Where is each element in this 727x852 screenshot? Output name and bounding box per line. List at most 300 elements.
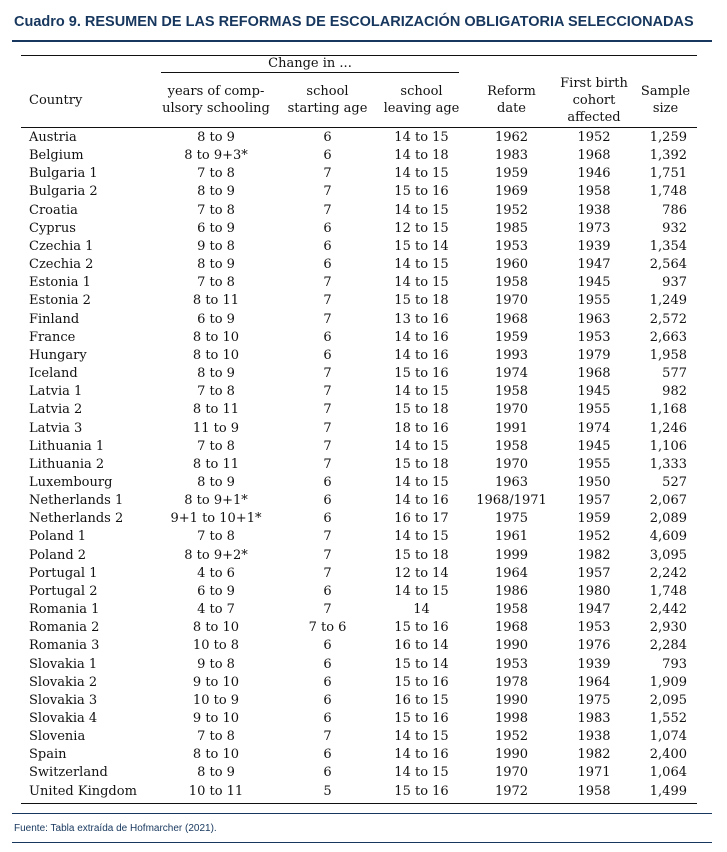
cell-birth-cohort: 1968 [577, 366, 611, 382]
table-row [21, 420, 697, 438]
cell-reform-date: 1970 [494, 765, 529, 781]
cell-reform-date: 1978 [494, 674, 529, 690]
cell-starting-age: 6 [323, 493, 332, 509]
cell-sample-size: 1,748 [649, 583, 687, 599]
cell-years-compulsory: 8 to 10 [192, 329, 240, 345]
cell-sample-size: 577 [662, 366, 687, 382]
cell-years-compulsory: 10 to 11 [151, 783, 281, 804]
table-row [21, 165, 697, 183]
cell-reform-date: 1974 [494, 366, 529, 382]
table-row [21, 311, 697, 329]
cell-birth-cohort: 1945 [577, 275, 611, 291]
cell-reform-date: 1986 [494, 583, 529, 599]
cell-years-compulsory: 6 to 9 [197, 220, 235, 236]
cell-years-compulsory: 8 to 9+3* [184, 148, 248, 164]
source-note: Fuente: Tabla extraída de Hofmarcher (2021). [14, 823, 217, 834]
cell-sample-size: 2,400 [649, 747, 687, 763]
cell-years-compulsory: 8 to 9 [197, 366, 235, 382]
cell-starting-age: 7 [323, 384, 332, 400]
cell-leaving-age: 15 to 18 [394, 402, 449, 418]
cell-birth-cohort: 1955 [577, 293, 611, 309]
cell-leaving-age: 16 to 14 [394, 638, 449, 654]
cell-starting-age: 6 [323, 257, 332, 273]
cell-reform-date: 1990 [494, 638, 529, 654]
col-header-country: Country [21, 73, 151, 128]
cell-birth-cohort: 1953 [577, 620, 611, 636]
table-row [21, 565, 697, 583]
cell-birth-cohort: 1947 [577, 602, 611, 618]
cell-leaving-age: 14 to 15 [394, 729, 449, 745]
cell-birth-cohort: 1952 [577, 130, 611, 145]
title-divider [12, 40, 712, 42]
cell-leaving-age: 18 to 16 [394, 420, 449, 436]
cell-starting-age: 7 [323, 311, 332, 327]
table-row [21, 492, 697, 510]
bottom-divider [12, 842, 712, 843]
cell-leaving-age: 14 to 15 [394, 583, 449, 599]
cell-sample-size: 2,095 [649, 692, 687, 708]
table-row [21, 528, 697, 546]
cell-leaving-age: 15 to 14 [394, 238, 449, 254]
cell-sample-size: 1,751 [649, 166, 687, 182]
cell-leaving-age: 14 to 15 [394, 202, 449, 218]
cell-leaving-age: 14 [413, 602, 430, 618]
table-row [21, 637, 697, 655]
cell-starting-age: 7 [323, 529, 332, 545]
change-in-group-header [151, 56, 469, 74]
cell-sample-size: 2,067 [649, 493, 687, 509]
cell-reform-date: 1990 [494, 747, 529, 763]
cell-sample-size: 2,284 [649, 638, 687, 654]
cell-birth-cohort: 1955 [577, 456, 611, 472]
cell-reform-date: 1960 [494, 257, 529, 273]
cell-leaving-age: 14 to 15 [394, 529, 449, 545]
table-row [21, 783, 697, 804]
cell-leaving-age: 14 to 15 [394, 130, 449, 145]
cell-reform-date: 1985 [494, 220, 529, 236]
cell-birth-cohort: 1939 [577, 238, 611, 254]
cell-birth-cohort: 1959 [577, 511, 611, 527]
table-body [21, 128, 697, 804]
cell-country: Romania 1 [29, 602, 100, 618]
cell-birth-cohort: 1968 [577, 148, 611, 164]
cell-years-compulsory: 9 to 8 [197, 238, 235, 254]
cell-years-compulsory: 8 to 10 [192, 747, 240, 763]
cell-sample-size: 1,106 [649, 438, 687, 454]
cell-starting-age: 6 [323, 656, 332, 672]
cell-birth-cohort: 1983 [577, 711, 611, 726]
cell-country: Austria [29, 130, 77, 145]
cell-country: Romania 3 [29, 638, 100, 654]
cell-years-compulsory: 4 to 6 [197, 565, 235, 581]
cell-country: Slovakia 1 [29, 656, 98, 672]
cell-years-compulsory: 11 to 9 [192, 420, 240, 436]
cell-leaving-age: 15 to 14 [394, 656, 449, 672]
cell-reform-date: 1993 [494, 347, 529, 363]
cell-country: Estonia 1 [29, 275, 91, 291]
cell-sample-size: 2,663 [649, 329, 687, 345]
cell-leaving-age: 12 to 15 [394, 220, 449, 236]
cell-starting-age: 6 [323, 765, 332, 781]
cell-reform-date: 1998 [494, 711, 529, 726]
cell-years-compulsory: 7 to 8 [197, 166, 235, 182]
cell-years-compulsory: 9 to 10 [192, 674, 240, 690]
cell-starting-age: 7 [323, 565, 332, 581]
cell-reform-date: 1958 [494, 384, 529, 400]
cell-leaving-age: 14 to 15 [394, 166, 449, 182]
cell-years-compulsory: 9 to 10 [192, 711, 240, 726]
cell-birth-cohort: 1945 [577, 384, 611, 400]
cell-country: Netherlands 2 [29, 511, 124, 527]
cell-birth-cohort: 1964 [577, 674, 611, 690]
cell-sample-size: 1,958 [649, 347, 687, 363]
cell-starting-age: 7 [323, 602, 332, 618]
cell-leaving-age: 14 to 16 [394, 747, 449, 763]
cell-leaving-age: 15 to 18 [394, 456, 449, 472]
cell-starting-age: 7 [323, 438, 332, 454]
cell-leaving-age: 15 to 16 [394, 620, 449, 636]
cell-reform-date: 1958 [494, 438, 529, 454]
cell-years-compulsory: 8 to 9 [197, 474, 235, 490]
cell-birth-cohort: 1953 [577, 329, 611, 345]
cell-reform-date: 1963 [494, 474, 529, 490]
cell-reform-date: 1968 [494, 311, 529, 327]
table-row [21, 292, 697, 310]
cell-birth-cohort: 1955 [577, 402, 611, 418]
table-row [21, 728, 697, 746]
cell-birth-cohort: 1939 [577, 656, 611, 672]
cell-country: France [29, 329, 76, 345]
cell-country: Czechia 2 [29, 257, 94, 273]
table-row [21, 692, 697, 710]
cell-years-compulsory: 6 to 9 [197, 583, 235, 599]
table-row [21, 456, 697, 474]
cell-sample-size: 1,552 [649, 711, 687, 726]
cell-leaving-age: 14 to 15 [394, 474, 449, 490]
table-row [21, 583, 697, 601]
change-in-label: Change in ... [161, 56, 459, 73]
cell-reform-date: 1952 [494, 202, 529, 218]
cell-years-compulsory: 8 to 11 [192, 456, 240, 472]
table-row [21, 764, 697, 782]
cell-years-compulsory: 6 to 9 [197, 311, 235, 327]
cell-leaving-age: 14 to 15 [394, 765, 449, 781]
cell-leaving-age: 13 to 16 [394, 311, 449, 327]
cell-years-compulsory: 8 to 11 [192, 293, 240, 309]
cell-leaving-age: 15 to 18 [394, 547, 449, 563]
cell-country: Latvia 3 [29, 420, 83, 436]
cell-country: Czechia 1 [29, 238, 94, 254]
cell-country: Hungary [29, 347, 87, 363]
cell-starting-age: 7 [323, 366, 332, 382]
cell-country: Romania 2 [29, 620, 100, 636]
cell-reform-date: 1999 [494, 547, 529, 563]
cell-years-compulsory: 10 to 8 [192, 638, 240, 654]
cell-country: Estonia 2 [29, 293, 91, 309]
cell-reform-date: 1968 [494, 620, 529, 636]
cell-years-compulsory: 7 to 8 [197, 202, 235, 218]
table-row [21, 674, 697, 692]
cell-country: Belgium [29, 148, 84, 164]
cell-country: Slovakia 3 [29, 692, 98, 708]
cell-starting-age: 6 [323, 238, 332, 254]
cell-reform-date: 1991 [494, 420, 529, 436]
cell-years-compulsory: 9+1 to 10+1* [170, 511, 262, 527]
cell-sample-size: 3,095 [649, 547, 687, 563]
table-row [21, 547, 697, 565]
cell-sample-size: 1,392 [649, 148, 687, 164]
cell-sample-size: 937 [662, 275, 687, 291]
cell-starting-age: 6 [323, 711, 332, 726]
cell-sample-size: 1,354 [649, 238, 687, 254]
table-row [21, 401, 697, 419]
cell-reform-date: 1952 [494, 729, 529, 745]
cell-birth-cohort: 1938 [577, 202, 611, 218]
table-row [21, 438, 697, 456]
cell-years-compulsory: 8 to 9+1* [184, 493, 248, 509]
table-row [21, 220, 697, 238]
cell-years-compulsory: 8 to 11 [192, 402, 240, 418]
cell-starting-age: 7 [323, 202, 332, 218]
cell-years-compulsory: 8 to 9 [197, 257, 235, 273]
cell-years-compulsory: 8 to 9 [197, 184, 235, 200]
cell-sample-size: 1,499 [634, 783, 697, 804]
cell-birth-cohort: 1982 [577, 547, 611, 563]
cell-birth-cohort: 1958 [577, 184, 611, 200]
cell-starting-age: 7 [323, 456, 332, 472]
cell-birth-cohort: 1957 [577, 493, 611, 509]
cell-starting-age: 6 [323, 638, 332, 654]
cell-leaving-age: 15 to 18 [394, 293, 449, 309]
cell-starting-age: 6 [323, 130, 332, 145]
cell-sample-size: 4,609 [649, 529, 687, 545]
cell-starting-age: 7 [323, 729, 332, 745]
table-row [21, 365, 697, 383]
cell-country: Slovakia 4 [29, 711, 98, 726]
table-row [21, 656, 697, 674]
table-row [21, 147, 697, 165]
cell-starting-age: 6 [323, 674, 332, 690]
cell-starting-age: 7 [323, 547, 332, 563]
col-header-years-compulsory: years of comp- ulsory schooling [151, 73, 281, 128]
cell-leaving-age: 14 to 16 [394, 329, 449, 345]
cell-starting-age: 6 [323, 692, 332, 708]
cell-starting-age: 7 [323, 275, 332, 291]
table-header [21, 56, 697, 128]
cell-years-compulsory: 7 to 8 [197, 729, 235, 745]
cell-reform-date: 1953 [494, 656, 529, 672]
cell-reform-date: 1968/1971 [476, 493, 547, 509]
cell-starting-age: 7 [323, 184, 332, 200]
cell-reform-date: 1990 [494, 692, 529, 708]
cell-years-compulsory: 10 to 9 [192, 692, 240, 708]
cell-leaving-age: 15 to 16 [394, 674, 449, 690]
cell-leaving-age: 14 to 15 [394, 438, 449, 454]
cell-leaving-age: 12 to 14 [394, 565, 449, 581]
cell-country: Portugal 1 [29, 565, 98, 581]
cell-starting-age: 7 [323, 293, 332, 309]
cell-country: Switzerland [29, 765, 108, 781]
cell-reform-date: 1958 [494, 275, 529, 291]
cell-years-compulsory: 8 to 10 [192, 620, 240, 636]
cell-sample-size: 1,074 [649, 729, 687, 745]
col-header-starting-age: school starting age [281, 73, 374, 128]
cell-years-compulsory: 7 to 8 [197, 529, 235, 545]
cell-birth-cohort: 1946 [577, 166, 611, 182]
cell-sample-size: 1,246 [649, 420, 687, 436]
cell-country: Slovakia 2 [29, 674, 98, 690]
cell-years-compulsory: 9 to 8 [197, 656, 235, 672]
cell-leaving-age: 14 to 16 [394, 493, 449, 509]
cell-reform-date: 1969 [494, 184, 529, 200]
cell-starting-age: 6 [323, 747, 332, 763]
cell-birth-cohort: 1973 [577, 220, 611, 236]
reforms-table-container [21, 55, 697, 804]
cell-country: Spain [29, 747, 67, 763]
cell-birth-cohort: 1982 [577, 747, 611, 763]
cell-sample-size: 786 [662, 202, 687, 218]
cell-starting-age: 6 [323, 583, 332, 599]
footer-divider [12, 813, 712, 814]
cell-reform-date: 1961 [494, 529, 529, 545]
col-header-birth-cohort: First birth cohort affected [554, 73, 634, 128]
cell-starting-age: 7 [323, 402, 332, 418]
cell-leaving-age: 15 to 16 [394, 711, 449, 726]
table-row [21, 474, 697, 492]
cell-starting-age: 6 [323, 347, 332, 363]
cell-country: Lithuania 2 [29, 456, 105, 472]
cell-leaving-age: 14 to 18 [394, 148, 449, 164]
cell-sample-size: 2,572 [649, 311, 687, 327]
cell-leaving-age: 16 to 15 [394, 692, 449, 708]
cell-country: Netherlands 1 [29, 493, 124, 509]
cell-sample-size: 2,242 [649, 565, 687, 581]
cell-country: Bulgaria 2 [29, 184, 98, 200]
cell-country: Cyprus [29, 220, 76, 236]
table-row [21, 619, 697, 637]
cell-leaving-age: 15 to 16 [394, 366, 449, 382]
cell-country: Latvia 2 [29, 402, 83, 418]
cell-birth-cohort: 1971 [577, 765, 611, 781]
cell-reform-date: 1959 [494, 166, 529, 182]
cell-country: Luxembourg [29, 474, 113, 490]
table-row [21, 238, 697, 256]
cell-country: Poland 1 [29, 529, 87, 545]
cell-reform-date: 1970 [494, 293, 529, 309]
cell-reform-date: 1962 [494, 130, 529, 145]
cell-starting-age: 6 [323, 511, 332, 527]
cell-birth-cohort: 1957 [577, 565, 611, 581]
table-row [21, 202, 697, 220]
cell-birth-cohort: 1963 [577, 311, 611, 327]
cell-birth-cohort: 1976 [577, 638, 611, 654]
cell-country: Lithuania 1 [29, 438, 105, 454]
table-row [21, 601, 697, 619]
cell-sample-size: 2,564 [649, 257, 687, 273]
cell-sample-size: 527 [662, 474, 687, 490]
col-header-leaving-age: school leaving age [374, 73, 469, 128]
cell-years-compulsory: 7 to 8 [197, 438, 235, 454]
cell-leaving-age: 16 to 17 [394, 511, 449, 527]
cell-leaving-age: 14 to 15 [394, 275, 449, 291]
cell-starting-age: 7 to 6 [308, 620, 347, 636]
cell-country: Bulgaria 1 [29, 166, 98, 182]
cell-birth-cohort: 1947 [577, 257, 611, 273]
cell-sample-size: 1,909 [649, 674, 687, 690]
cell-reform-date: 1983 [494, 148, 529, 164]
cell-country: Croatia [29, 202, 78, 218]
cell-birth-cohort: 1952 [577, 529, 611, 545]
table-row [21, 274, 697, 292]
cell-reform-date: 1958 [494, 602, 529, 618]
cell-reform-date: 1953 [494, 238, 529, 254]
cell-birth-cohort: 1950 [577, 474, 611, 490]
table-row [21, 183, 697, 201]
cell-birth-cohort: 1938 [577, 729, 611, 745]
cell-country: Iceland [29, 366, 78, 382]
cell-years-compulsory: 7 to 8 [197, 384, 235, 400]
cell-country: United Kingdom [21, 783, 151, 804]
table-row [21, 383, 697, 401]
cell-leaving-age: 14 to 16 [394, 347, 449, 363]
table-row [21, 710, 697, 728]
table-row [21, 329, 697, 347]
cell-starting-age: 7 [323, 166, 332, 182]
cell-reform-date: 1970 [494, 402, 529, 418]
cell-sample-size: 1,064 [649, 765, 687, 781]
cell-birth-cohort: 1974 [577, 420, 611, 436]
cell-sample-size: 1,259 [649, 130, 687, 145]
table-row [21, 347, 697, 365]
cell-country: Latvia 1 [29, 384, 83, 400]
cell-sample-size: 2,930 [649, 620, 687, 636]
cell-sample-size: 932 [662, 220, 687, 236]
cell-country: Portugal 2 [29, 583, 98, 599]
cell-birth-cohort: 1979 [577, 347, 611, 363]
col-header-sample-size: Sample size [634, 73, 697, 128]
cell-reform-date: 1975 [494, 511, 529, 527]
cell-reform-date: 1970 [494, 456, 529, 472]
cell-birth-cohort: 1980 [577, 583, 611, 599]
cell-sample-size: 1,748 [649, 184, 687, 200]
table-row [21, 128, 697, 148]
cell-sample-size: 793 [662, 656, 687, 672]
cell-sample-size: 1,168 [649, 402, 687, 418]
cell-sample-size: 2,442 [649, 602, 687, 618]
cell-birth-cohort: 1975 [577, 692, 611, 708]
cell-starting-age: 6 [323, 148, 332, 164]
cell-leaving-age: 14 to 15 [394, 384, 449, 400]
cell-sample-size: 1,333 [649, 456, 687, 472]
table-row [21, 256, 697, 274]
cell-birth-cohort: 1958 [554, 783, 634, 804]
table-row [21, 510, 697, 528]
table-title: Cuadro 9. RESUMEN DE LAS REFORMAS DE ESCOLARIZACIÓN OBLIGATORIA SELECCIONADAS [14, 14, 694, 30]
cell-sample-size: 1,249 [649, 293, 687, 309]
cell-years-compulsory: 7 to 8 [197, 275, 235, 291]
cell-starting-age: 6 [323, 220, 332, 236]
cell-leaving-age: 15 to 16 [374, 783, 469, 804]
cell-years-compulsory: 8 to 10 [192, 347, 240, 363]
cell-country: Finland [29, 311, 80, 327]
cell-reform-date: 1964 [494, 565, 529, 581]
cell-sample-size: 2,089 [649, 511, 687, 527]
cell-sample-size: 982 [662, 384, 687, 400]
table-row [21, 746, 697, 764]
cell-years-compulsory: 8 to 9 [197, 765, 235, 781]
cell-years-compulsory: 4 to 7 [197, 602, 235, 618]
cell-starting-age: 5 [281, 783, 374, 804]
